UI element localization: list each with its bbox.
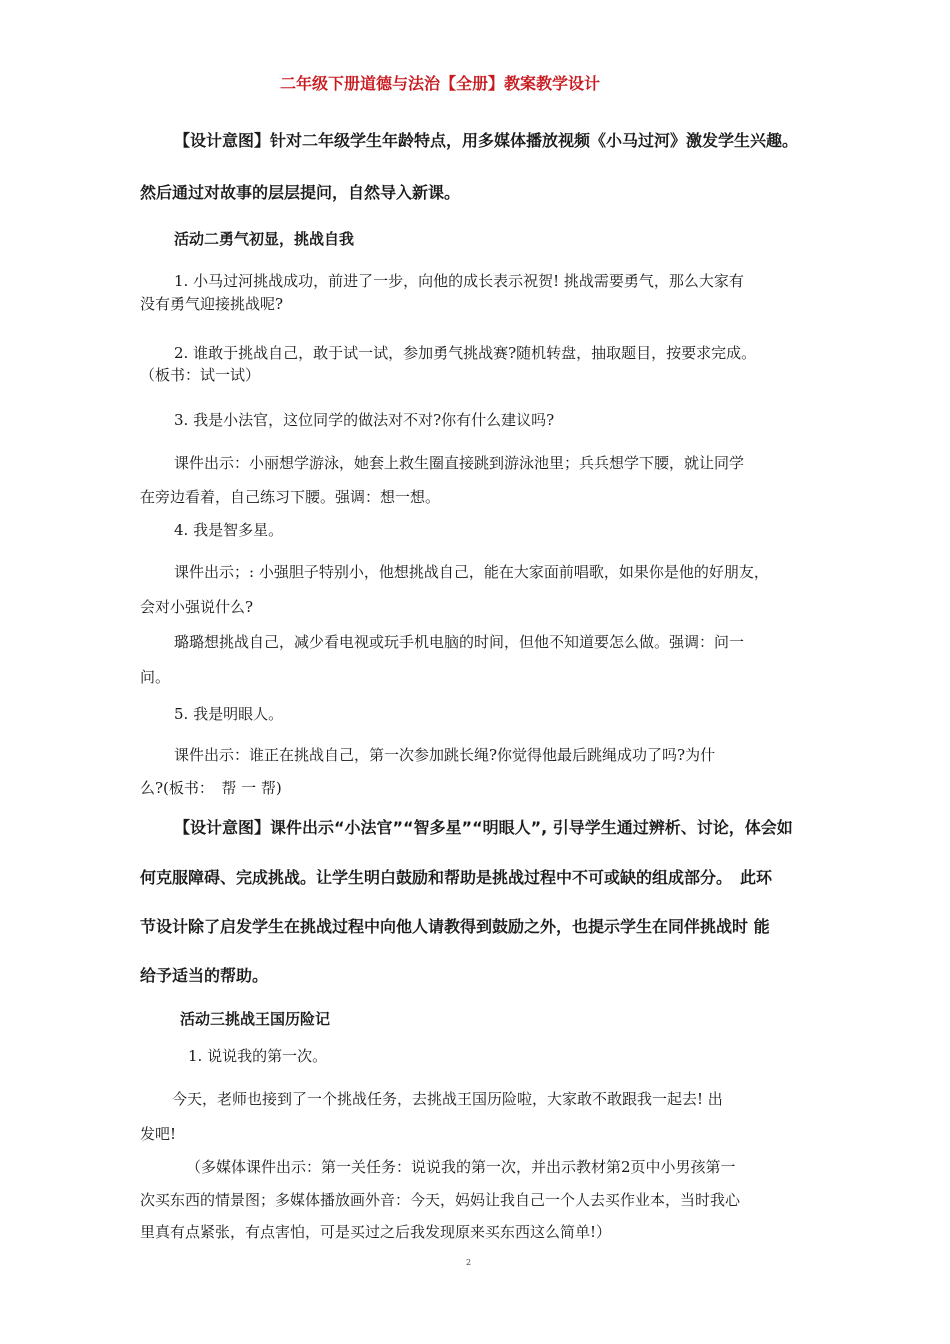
- paragraph-line: 课件出示：小丽想学游泳，她套上救生圈直接跳到游泳池里；兵兵想学下腰，就让同学: [174, 454, 745, 472]
- paragraph-line: 在旁边看着，自己练习下腰。强调：想一想。: [140, 488, 441, 506]
- design-intent-line: 何克服障碍、完成挑战。让学生明白鼓励和帮助是挑战过程中不可或缺的组成部分。 此环: [140, 868, 773, 887]
- activity-heading: 活动二勇气初显，挑战自我: [174, 230, 355, 248]
- page-number: 2: [466, 1258, 472, 1267]
- paragraph-line: 里真有点紧张，有点害怕，可是买过之后我发现原来买东西这么简单!）: [140, 1223, 612, 1241]
- paragraph-line: 2. 谁敢于挑战自己，敢于试一试，参加勇气挑战赛?随机转盘，抽取题目，按要求完成。: [174, 344, 757, 362]
- activity-heading: 活动三挑战王国历险记: [180, 1010, 331, 1028]
- paragraph-line: 次买东西的情景图；多媒体播放画外音：今天，妈妈让我自己一个人去买作业本，当时我心: [140, 1191, 741, 1209]
- design-intent-line: 【设计意图】课件出示“小法官”“智多星”“明眼人”, 引导学生通过辨析、讨论，体会如: [174, 818, 793, 837]
- paragraph-line: 没有勇气迎接挑战呢?: [140, 295, 284, 313]
- design-intent-line: 然后通过对故事的层层提问，自然导入新课。: [140, 183, 461, 202]
- paragraph-line: 么?(板书： 帮 一 帮): [140, 779, 282, 797]
- paragraph-line: 1. 说说我的第一次。: [188, 1047, 328, 1065]
- paragraph-line: 3. 我是小法官，这位同学的做法对不对?你有什么建议吗?: [174, 411, 555, 429]
- design-intent-line: 给予适当的帮助。: [140, 966, 269, 985]
- design-intent-line: 节设计除了启发学生在挑战过程中向他人请教得到鼓励之外，也提示学生在同伴挑战时 能: [140, 917, 770, 936]
- paragraph-line: 课件出示；: 小强胆子特别小，他想挑战自己，能在大家面前唱歌，如果你是他的好朋友，: [174, 563, 769, 581]
- paragraph-line: 课件出示：谁正在挑战自己，第一次参加跳长绳?你觉得他最后跳绳成功了吗?为什: [174, 746, 716, 764]
- paragraph-line: （板书：试一试）: [140, 366, 261, 384]
- design-intent-line: 【设计意图】针对二年级学生年龄特点，用多媒体播放视频《小马过河》激发学生兴趣。: [174, 131, 799, 150]
- document-title: 二年级下册道德与法治【全册】教案教学设计: [280, 74, 601, 93]
- paragraph-line: 会对小强说什么?: [140, 598, 254, 616]
- paragraph-line: 璐璐想挑战自己，减少看电视或玩手机电脑的时间，但他不知道要怎么做。强调：问一: [174, 633, 745, 651]
- paragraph-line: 发吧!: [140, 1125, 177, 1143]
- paragraph-line: 5. 我是明眼人。: [174, 705, 284, 723]
- paragraph-line: 问。: [140, 668, 171, 686]
- paragraph-line: （多媒体课件出示：第一关任务：说说我的第一次，并出示教材第2页中小男孩第一: [186, 1158, 736, 1176]
- paragraph-line: 4. 我是智多星。: [174, 521, 284, 539]
- paragraph-line: 1. 小马过河挑战成功，前进了一步，向他的成长表示祝贺! 挑战需要勇气，那么大家有: [174, 272, 744, 290]
- paragraph-line: 今天，老师也接到了一个挑战任务，去挑战王国历险啦，大家敢不敢跟我一起去! 出: [172, 1090, 723, 1108]
